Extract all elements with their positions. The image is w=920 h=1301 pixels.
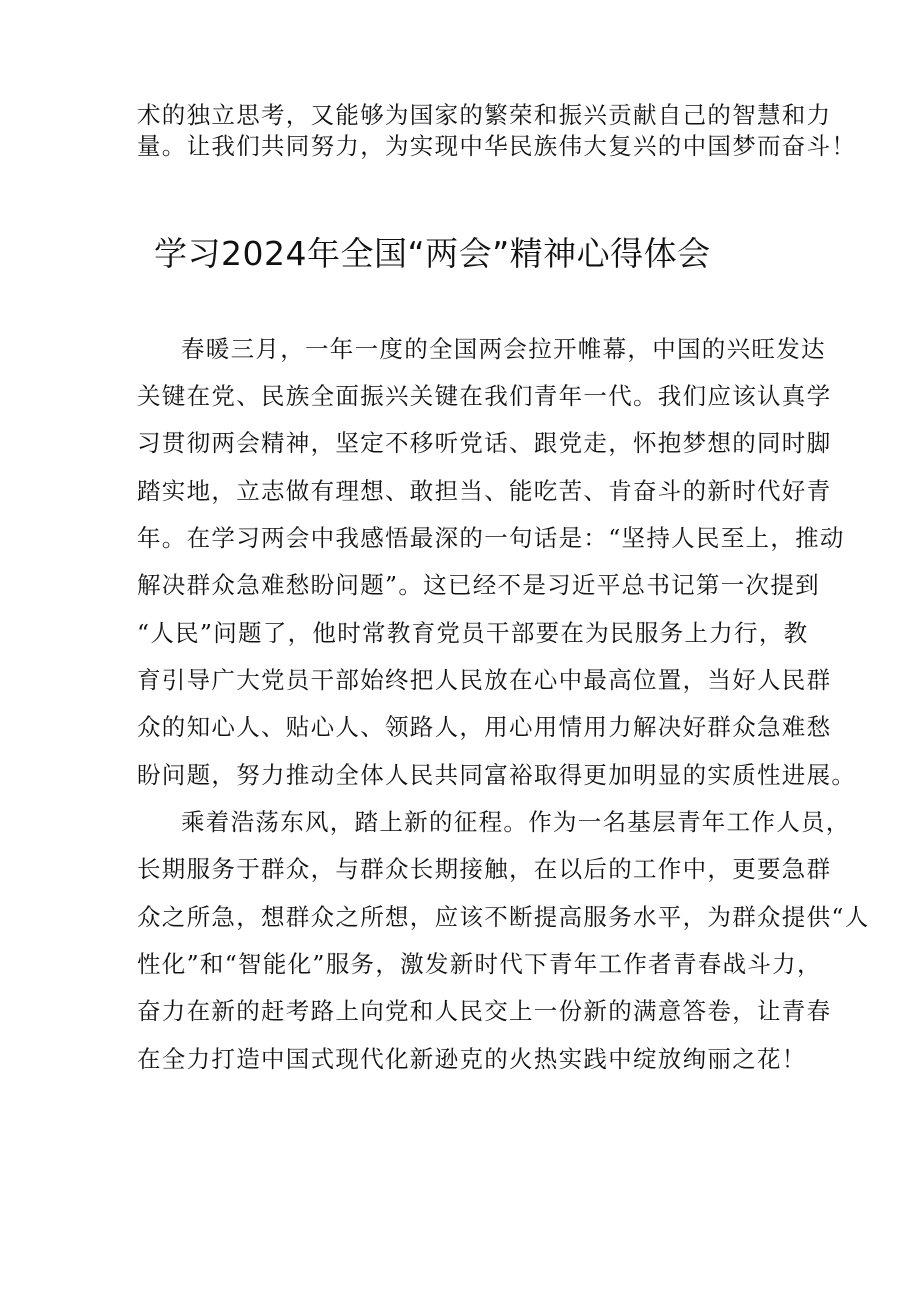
page-title: 学习2024年全国“两会”精神心得体会 [154,234,711,273]
paragraph2-line-5: 奋力在新的赶考路上向党和人民交上一份新的满意答卷，让青春 [137,997,832,1025]
paragraph1-line-4: 踏实地，立志做有理想、敢担当、能吃苦、肯奋斗的新时代好青 [137,477,832,505]
paragraph1-line-3: 习贯彻两会精神，坚定不移听党话、跟党走，怀抱梦想的同时脚 [137,429,832,457]
paragraph1-line-7: “人民”问题了，他时常教育党员干部要在为民服务上力行，教 [137,619,809,647]
paragraph2-line-4: 性化”和“智能化”服务，激发新时代下青年工作者青春战斗力， [137,950,822,978]
paragraph1-line-2: 关键在党、民族全面振兴关键在我们青年一代。我们应该认真学 [137,382,832,410]
paragraph1-line-8: 育引导广大党员干部始终把人民放在心中最高位置，当好人民群 [137,666,832,694]
intro-line-2: 量。让我们共同努力，为实现中华民族伟大复兴的中国梦而奋斗！ [137,132,857,160]
paragraph1-line-6: 解决群众急难愁盼问题”。这已经不是习近平总书记第一次提到 [137,571,820,599]
paragraph2-line-2: 长期服务于群众，与群众长期接触，在以后的工作中，更要急群 [137,855,832,883]
paragraph1-line-10: 盼问题，努力推动全体人民共同富裕取得更加明显的实质性进展。 [137,761,857,789]
paragraph2-line-1: 乘着浩荡东风，踏上新的征程。作为一名基层青年工作人员， [181,808,851,836]
paragraph2-line-3: 众之所急，想群众之所想，应该不断提高服务水平，为群众提供“人 [137,903,870,931]
paragraph2-line-6: 在全力打造中国式现代化新逊克的火热实践中绽放绚丽之花！ [137,1045,807,1073]
paragraph1-line-9: 众的知心人、贴心人、领路人，用心用情用力解决好群众急难愁 [137,713,832,741]
paragraph1-line-1: 春暖三月，一年一度的全国两会拉开帷幕，中国的兴旺发达 [181,335,826,363]
intro-line-1: 术的独立思考，又能够为国家的繁荣和振兴贡献自己的智慧和力 [137,101,832,129]
paragraph1-line-5: 年。在学习两会中我感悟最深的一句话是：“坚持人民至上，推动 [137,524,845,552]
